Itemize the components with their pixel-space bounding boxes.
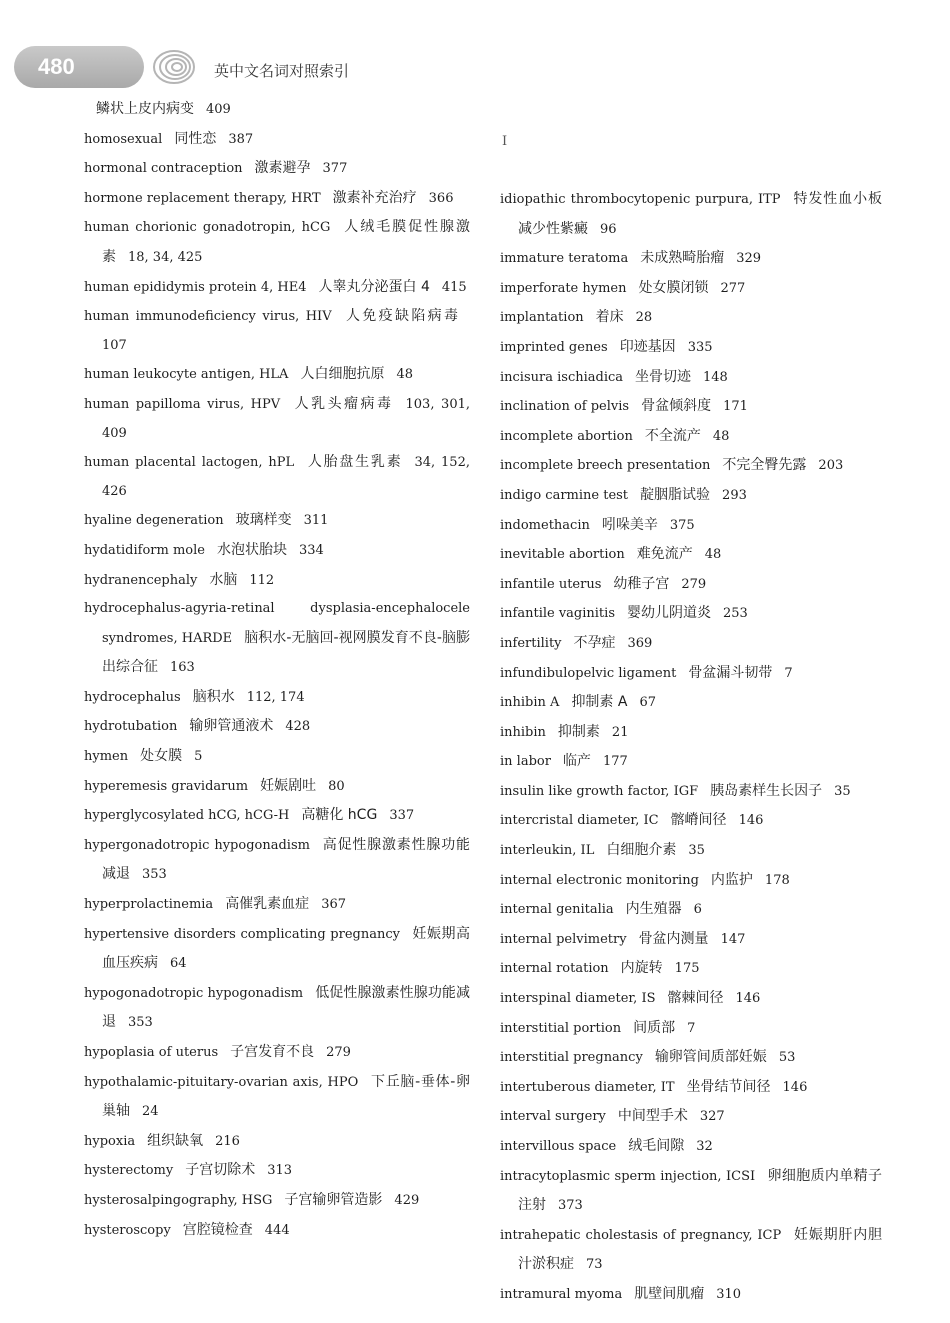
index-entry <box>500 1014 882 1044</box>
index-term-chinese: 组织缺氧 <box>147 1132 204 1149</box>
index-term-chinese: 坐骨结节间径 <box>686 1078 771 1095</box>
index-term-english: indigo carmine test <box>500 487 629 503</box>
index-term-chinese: 婴幼儿阴道炎 <box>627 605 711 622</box>
index-entry <box>84 213 470 272</box>
index-entry <box>500 333 882 363</box>
index-page-refs: 35 <box>834 783 851 799</box>
index-entry <box>500 540 882 570</box>
index-term-chinese: 卵细胞质内单精子注射 <box>518 1167 883 1214</box>
index-entry <box>84 831 470 890</box>
index-term-english: hypertensive disorders complicating pregnancy <box>84 926 400 942</box>
index-term-english: infertility <box>500 635 562 651</box>
index-term-chinese: 吲哚美辛 <box>601 516 658 533</box>
index-entry <box>84 448 470 506</box>
index-entry <box>500 777 882 807</box>
index-page-refs: 34, 152, 426 <box>102 455 470 499</box>
index-entry <box>84 302 470 360</box>
index-page-refs: 429 <box>394 1192 420 1208</box>
index-page-refs: 253 <box>723 606 748 622</box>
index-term-english: incomplete breech presentation <box>500 458 711 474</box>
index-term-english: hymen <box>84 749 129 765</box>
index-page-refs: 5 <box>194 749 203 765</box>
index-entry <box>84 566 470 596</box>
index-page-refs: 444 <box>264 1222 290 1238</box>
index-entry <box>84 801 470 831</box>
index-page-refs: 7 <box>784 665 793 681</box>
index-entry <box>84 1127 470 1157</box>
index-term-chinese: 激素补充治疗 <box>332 189 417 206</box>
swirl-logo-icon <box>150 45 198 89</box>
index-entry <box>500 1162 882 1221</box>
index-entry <box>500 244 882 274</box>
index-page-refs: 146 <box>782 1079 808 1095</box>
index-page-refs: 387 <box>228 131 254 147</box>
index-term-chinese: 高催乳素血症 <box>225 896 310 913</box>
index-page-refs: 313 <box>267 1163 293 1179</box>
index-term-english: internal pelvimetry <box>500 931 627 947</box>
index-term-english: hypergonadotropic hypogonadism <box>84 837 310 853</box>
index-page-refs: 171 <box>723 399 748 415</box>
index-term-english: hyperemesis gravidarum <box>84 778 249 794</box>
index-term-english: internal electronic monitoring <box>500 872 699 888</box>
index-term-chinese: 下丘脑-垂体-卵巢轴 <box>102 1073 471 1120</box>
index-term-chinese: 人白细胞抗原 <box>300 366 385 383</box>
index-entry <box>500 629 882 659</box>
index-page-refs: 375 <box>669 517 695 533</box>
index-page-refs: 353 <box>142 867 167 883</box>
index-term-chinese: 人免疫缺陷病毒 <box>343 308 459 325</box>
index-page-refs: 28 <box>635 310 653 326</box>
index-term-english: intertuberous diameter, IT <box>500 1079 675 1095</box>
index-page-refs: 366 <box>428 190 454 206</box>
index-page-refs: 18, 34, 425 <box>128 249 203 265</box>
index-entry <box>500 747 882 777</box>
index-page-refs: 32 <box>696 1139 713 1154</box>
section-gap <box>500 95 882 185</box>
index-page-refs: 80 <box>328 778 345 794</box>
index-entry <box>84 1038 470 1068</box>
index-entry <box>500 1132 882 1162</box>
index-page-refs: 73 <box>586 1257 603 1273</box>
index-page-refs: 310 <box>716 1286 742 1302</box>
index-page-refs: 311 <box>303 513 329 529</box>
index-term-chinese: 低促性腺激素性腺功能减退 <box>102 984 470 1031</box>
index-term-chinese: 幼稚子宫 <box>613 575 670 592</box>
index-page-refs: 48 <box>396 367 413 383</box>
index-page-refs: 177 <box>602 754 628 770</box>
index-term-chinese: 着床 <box>595 309 624 326</box>
index-term-chinese: 妊娠剧吐 <box>260 777 317 794</box>
index-term-chinese: 人睾丸分泌蛋白 4 <box>318 278 430 295</box>
index-entry <box>84 360 470 390</box>
index-term-english: idiopathic thrombocytopenic purpura, ITP <box>500 192 781 207</box>
index-page-refs: 367 <box>321 897 347 913</box>
index-term-english: internal rotation <box>500 961 609 977</box>
index-entry <box>84 772 470 802</box>
index-entry <box>500 481 882 511</box>
index-page-refs: 148 <box>703 369 728 385</box>
index-page-refs: 216 <box>215 1133 240 1149</box>
index-term-chinese: 子宫发育不良 <box>230 1044 315 1060</box>
index-page-refs: 277 <box>720 280 746 296</box>
index-page-refs: 103, 301, 409 <box>102 396 470 441</box>
index-term-chinese: 未成熟畸胎瘤 <box>640 250 725 267</box>
index-entry <box>500 866 882 896</box>
index-term-english: inhibin A <box>500 695 560 711</box>
index-page-refs: 428 <box>285 719 311 735</box>
index-entry <box>500 688 882 718</box>
index-page-refs: 353 <box>128 1015 153 1031</box>
index-term-english: intervillous space <box>500 1139 617 1154</box>
index-term-chinese: 人乳头瘤病毒 <box>292 395 394 412</box>
page-number: 480 <box>38 54 75 79</box>
index-column-right <box>500 95 882 1310</box>
index-entry <box>500 392 882 422</box>
index-term-english: homosexual <box>84 131 163 147</box>
index-page-refs: 293 <box>722 487 747 503</box>
index-entry <box>500 599 882 629</box>
index-term-english: imprinted genes <box>500 339 608 355</box>
page-number-tab <box>14 46 144 88</box>
index-entry <box>84 1216 470 1246</box>
index-term-chinese: 绒毛间隙 <box>628 1138 685 1154</box>
index-entry <box>500 1043 882 1073</box>
index-entry <box>500 895 882 925</box>
index-page-refs: 48 <box>712 428 730 444</box>
index-page-refs: 329 <box>736 251 762 267</box>
index-entry <box>500 984 882 1014</box>
index-entry <box>84 154 470 184</box>
index-term-english: human leukocyte antigen, HLA <box>84 367 289 383</box>
index-term-chinese: 高促性腺激素性腺功能减退 <box>102 836 471 883</box>
index-page-refs: 35 <box>688 843 705 859</box>
index-term-english: hormone replacement therapy, HRT <box>84 190 321 206</box>
index-term-chinese: 脑积水-无脑回-视网膜发育不良-脑膨出综合征 <box>102 629 470 676</box>
index-term-english: infundibulopelvic ligament <box>500 665 677 681</box>
index-entry <box>500 954 882 984</box>
index-entry <box>84 536 470 566</box>
index-page-refs: 409 <box>206 102 231 117</box>
index-term-english: hydranencephaly <box>84 572 198 588</box>
index-entry <box>500 274 882 304</box>
index-term-english: intracytoplasmic sperm injection, ICSI <box>500 1168 756 1184</box>
index-entry <box>84 390 470 448</box>
index-term-english: infantile vaginitis <box>500 606 615 622</box>
index-page-refs: 96 <box>600 221 617 237</box>
index-term-chinese: 髂棘间径 <box>667 990 724 1007</box>
index-entry <box>84 890 470 920</box>
index-page-refs: 147 <box>720 931 746 947</box>
index-term-chinese: 内监护 <box>710 871 753 888</box>
index-term-english: hypothalamic-pituitary-ovarian axis, HPO <box>84 1074 359 1090</box>
index-term-chinese: 骨盆倾斜度 <box>641 398 712 415</box>
index-term-english: intrahepatic cholestasis of pregnancy, ICP <box>500 1227 782 1243</box>
index-term-english: hyaline degeneration <box>84 513 224 529</box>
index-term-english: infantile uterus <box>500 576 602 592</box>
index-term-english: human placental lactogen, hPL <box>84 455 295 471</box>
index-term-chinese: 玻璃样变 <box>235 512 292 529</box>
index-page-refs: 178 <box>764 872 790 888</box>
index-page-refs: 279 <box>681 576 707 592</box>
page-header-title: 英中文名词对照索引 <box>214 62 350 80</box>
index-entry <box>500 570 882 600</box>
index-term-english: human epididymis protein 4, HE4 <box>84 279 307 295</box>
index-term-english: hydatidiform mole <box>84 542 205 558</box>
index-term-chinese: 不全流产 <box>644 427 701 444</box>
index-term-english: hypogonadotropic hypogonadism <box>84 985 304 1001</box>
index-page-refs: 369 <box>627 635 653 651</box>
index-entry <box>500 925 882 955</box>
index-page-refs: 64 <box>170 956 187 972</box>
index-term-chinese: 特发性血小板减少性紫癜 <box>518 191 882 237</box>
index-term-english: hyperglycosylated hCG, hCG-H <box>84 808 290 824</box>
index-entry <box>500 1280 882 1310</box>
index-term-english: hypoplasia of uterus <box>84 1045 219 1060</box>
index-term-english: hydrocephalus <box>84 689 181 705</box>
index-page-refs: 21 <box>611 724 629 740</box>
index-term-english: interleukin, IL <box>500 843 595 859</box>
index-term-english: internal genitalia <box>500 902 614 918</box>
index-term-english: inclination of pelvis <box>500 399 630 415</box>
index-entry <box>84 184 470 214</box>
index-term-english: hysterosalpingography, HSG <box>84 1192 273 1208</box>
index-entry <box>84 712 470 742</box>
index-term-chinese: 肌壁间肌瘤 <box>634 1285 705 1302</box>
index-page-refs: 24 <box>142 1104 159 1120</box>
index-entry <box>500 1221 882 1280</box>
index-term-chinese: 印迹基因 <box>619 338 676 355</box>
index-term-chinese: 人绒毛膜促性腺激素 <box>102 219 470 265</box>
index-term-chinese: 白细胞介素 <box>606 842 677 859</box>
index-term-english: inevitable abortion <box>500 547 625 563</box>
index-page-refs: 203 <box>818 458 844 474</box>
index-term-english: inhibin <box>500 724 546 740</box>
index-page-refs: 415 <box>441 279 467 295</box>
index-term-chinese: 激素避孕 <box>254 160 311 177</box>
index-term-chinese: 处女膜 <box>140 748 183 765</box>
index-page-refs: 377 <box>322 161 348 177</box>
index-term-chinese: 不完全臀先露 <box>722 457 807 474</box>
index-entry <box>84 1186 470 1216</box>
index-term-chinese: 不孕症 <box>573 634 616 651</box>
index-term-chinese: 中间型手术 <box>617 1108 688 1125</box>
index-term-english: interstitial portion <box>500 1020 622 1036</box>
index-term-chinese: 高糖化 hCG <box>301 807 378 824</box>
index-page-refs: 163 <box>170 660 195 676</box>
index-term-english: interstitial pregnancy <box>500 1050 643 1066</box>
index-term-chinese: 靛胭脂试验 <box>640 486 711 503</box>
index-page-refs: 327 <box>699 1109 725 1125</box>
index-term-english: insulin like growth factor, IGF <box>500 783 699 799</box>
index-entry <box>500 185 882 244</box>
index-term-english: interspinal diameter, IS <box>500 991 656 1007</box>
index-term-chinese: 胰岛素样生长因子 <box>710 782 823 799</box>
index-entry <box>500 836 882 866</box>
section-letter: I <box>502 134 508 149</box>
index-term-chinese: 坐骨切迹 <box>635 368 692 385</box>
index-entry <box>84 125 470 155</box>
index-entry <box>84 595 470 683</box>
index-term-chinese: 间质部 <box>633 1019 676 1036</box>
index-term-english: implantation <box>500 310 584 326</box>
index-term-english: hysteroscopy <box>84 1222 171 1238</box>
index-entry <box>84 506 470 536</box>
index-term-english: hormonal contraception <box>84 161 243 177</box>
index-term-chinese: 难免流产 <box>636 546 693 563</box>
index-term-english: human immunodeficiency virus, HIV <box>84 309 332 325</box>
index-entry <box>500 511 882 541</box>
index-term-english: human chorionic gonadotropin, hCG <box>84 220 331 236</box>
index-term-chinese: 水脑 <box>209 571 238 588</box>
index-term-english: interval surgery <box>500 1109 606 1125</box>
index-page-refs: 48 <box>704 547 722 563</box>
index-term-chinese: 内生殖器 <box>625 901 682 918</box>
index-page-refs: 107 <box>102 337 127 353</box>
index-entry <box>84 683 470 713</box>
index-entry <box>500 806 882 836</box>
index-page-refs: 146 <box>735 991 761 1007</box>
index-term-english: in labor <box>500 754 551 770</box>
index-entry <box>500 1073 882 1103</box>
index-page-refs: 53 <box>778 1050 796 1066</box>
index-entry <box>500 422 882 452</box>
index-page-refs: 335 <box>687 339 713 355</box>
index-term-english: hysterectomy <box>84 1163 174 1179</box>
index-page-refs: 334 <box>298 542 324 558</box>
index-entry <box>84 1156 470 1186</box>
index-term-chinese: 处女膜闭锁 <box>638 279 709 296</box>
index-page-refs: 146 <box>738 813 764 829</box>
index-entry <box>84 979 470 1038</box>
index-term-english: incomplete abortion <box>500 428 633 444</box>
index-term-chinese: 妊娠期肝内胆汁淤积症 <box>518 1226 883 1273</box>
index-term-english: imperforate hymen <box>500 280 627 296</box>
index-term-english: hyperprolactinemia <box>84 897 214 913</box>
index-entry <box>500 451 882 481</box>
index-entry <box>500 718 882 748</box>
index-page-refs: 175 <box>674 961 700 977</box>
index-entry <box>84 920 470 979</box>
index-term-chinese: 宫腔镜检查 <box>182 1221 253 1238</box>
index-page-refs: 7 <box>687 1020 696 1036</box>
index-term-chinese: 子宫切除术 <box>185 1162 256 1179</box>
index-term-chinese: 髂嵴间径 <box>670 812 727 829</box>
index-term-chinese: 鳞状上皮内病变 <box>96 101 194 117</box>
index-term-english: intercristal diameter, IC <box>500 813 659 829</box>
index-page-refs: 279 <box>326 1045 351 1060</box>
index-term-english: hydrotubation <box>84 719 178 735</box>
index-entry <box>500 1102 882 1132</box>
index-page-refs: 112 <box>249 572 275 588</box>
index-term-chinese: 输卵管通液术 <box>189 718 274 735</box>
index-entry <box>84 742 470 772</box>
index-entry <box>500 659 882 689</box>
index-term-chinese: 内旋转 <box>620 960 663 977</box>
index-entry <box>84 273 470 303</box>
index-entry <box>500 363 882 393</box>
index-page-refs: 112, 174 <box>246 689 305 705</box>
index-term-chinese: 子宫输卵管造影 <box>284 1191 383 1208</box>
index-entry <box>84 95 470 125</box>
index-page-refs: 67 <box>639 695 657 711</box>
index-term-english: hypoxia <box>84 1133 136 1149</box>
index-term-chinese: 输卵管间质部妊娠 <box>654 1049 767 1066</box>
index-column-left <box>84 95 470 1245</box>
index-term-english: human papilloma virus, HPV <box>84 396 281 412</box>
index-term-english: incisura ischiadica <box>500 369 624 385</box>
index-entry <box>84 1068 470 1127</box>
index-term-english: indomethacin <box>500 517 590 533</box>
index-term-chinese: 临产 <box>562 753 591 770</box>
index-term-chinese: 脑积水 <box>192 688 235 705</box>
index-term-chinese: 人胎盘生乳素 <box>306 454 403 471</box>
index-term-english: intramural myoma <box>500 1286 623 1302</box>
index-term-chinese: 妊娠期高血压疾病 <box>102 925 470 972</box>
index-term-chinese: 水泡状胎块 <box>216 541 287 558</box>
index-term-chinese: 骨盆漏斗韧带 <box>688 664 773 681</box>
index-page-refs: 373 <box>558 1198 583 1214</box>
index-term-chinese: 同性恋 <box>174 130 217 147</box>
index-page-refs: 337 <box>389 808 415 824</box>
index-page-refs: 6 <box>693 902 702 918</box>
index-term-chinese: 骨盆内测量 <box>638 930 709 947</box>
index-term-chinese: 抑制素 <box>557 723 600 740</box>
index-term-english: immature teratoma <box>500 251 629 267</box>
index-term-chinese: 抑制素 A <box>571 694 628 711</box>
index-term-english: hydrocephalus-agyria-retinal dysplasia-encephalocele syndromes, HARDE <box>84 601 470 646</box>
index-entry <box>500 303 882 333</box>
